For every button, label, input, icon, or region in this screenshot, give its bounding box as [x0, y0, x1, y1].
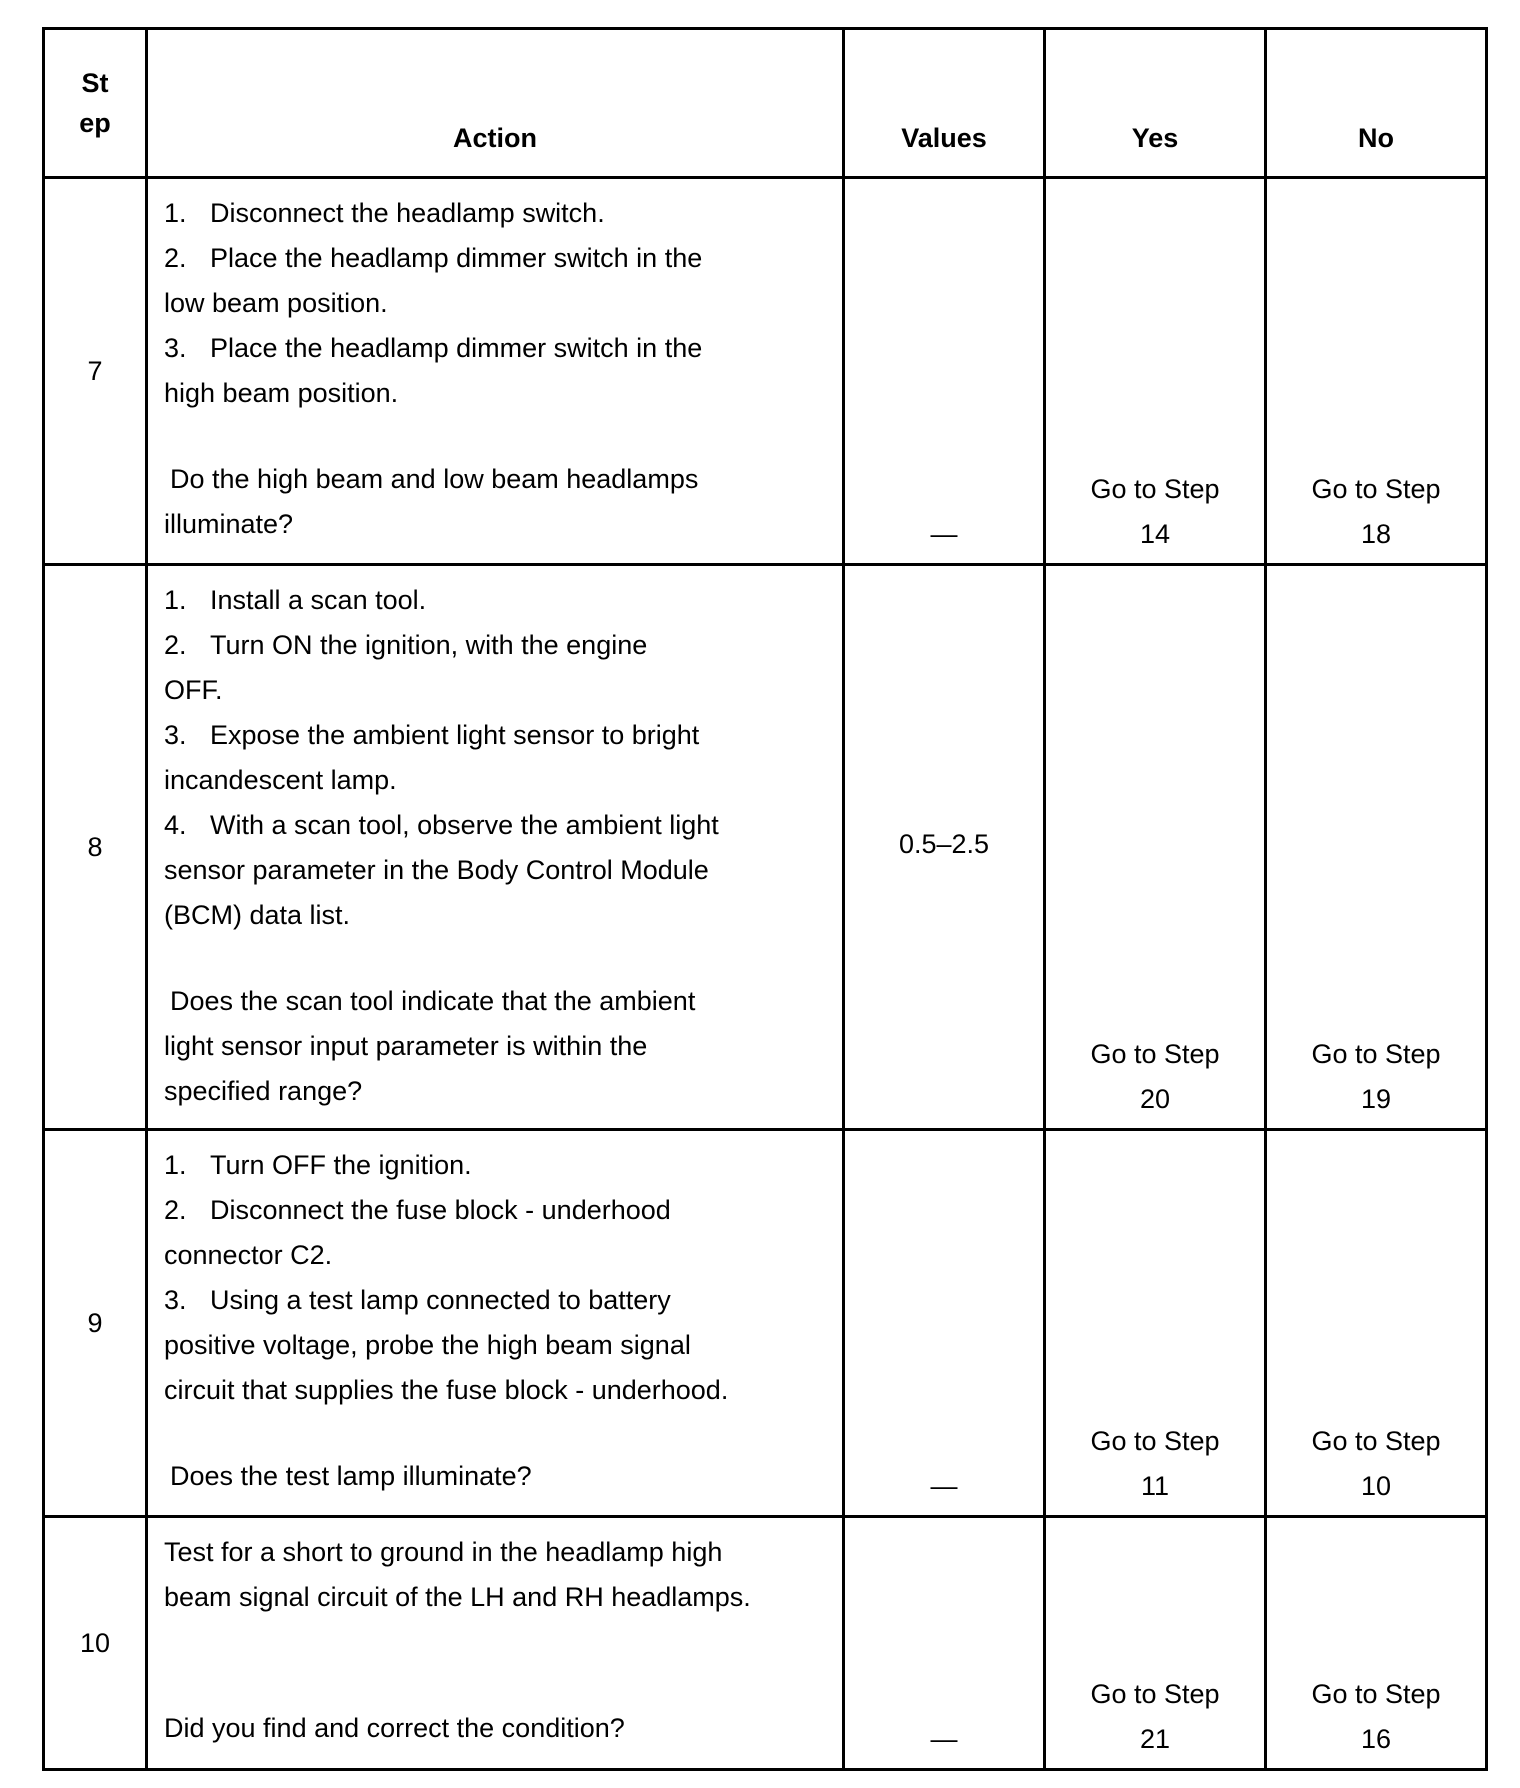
action-cell [147, 1517, 844, 1770]
line-text: low beam position. [164, 288, 388, 318]
line-text: connector C2. [164, 1240, 333, 1270]
line-text: Place the headlamp dimmer switch in the [210, 333, 703, 363]
line-text: high beam position. [164, 378, 399, 408]
step-number: 8 [44, 565, 147, 1130]
action-line [164, 1278, 828, 1323]
action-line [164, 803, 828, 848]
action-line [164, 1368, 828, 1413]
action-line [164, 713, 828, 758]
no-cell [1266, 1517, 1487, 1770]
line-number: 3. [164, 720, 187, 750]
no-cell [1266, 1130, 1487, 1517]
table-row [44, 565, 1487, 1130]
action-line [164, 668, 828, 713]
line-text: Expose the ambient light sensor to bright [210, 720, 700, 750]
header-yes: Yes [1045, 29, 1266, 178]
yes-cell [1045, 565, 1266, 1130]
line-number: 1. [164, 198, 187, 228]
action-question: Did you find and correct the condition? [164, 1713, 625, 1743]
line-number: 3. [164, 1285, 187, 1315]
line-number: 2. [164, 630, 187, 660]
yes-label: Go to Step [1090, 1679, 1220, 1709]
action-line [164, 578, 828, 623]
line-text: Disconnect the headlamp switch. [210, 198, 605, 228]
header-action: Action [147, 29, 844, 178]
action-question: Do the high beam and low beam headlamps [170, 464, 699, 494]
action-line [164, 893, 828, 938]
action-line [164, 1188, 828, 1233]
value-cell: — [844, 1517, 1045, 1770]
line-text: Using a test lamp connected to battery [210, 1285, 671, 1315]
action-line [164, 758, 828, 803]
action-question: Does the test lamp illuminate? [170, 1461, 532, 1491]
no-step: 18 [1360, 519, 1392, 549]
action-line [164, 326, 828, 371]
line-text: Place the headlamp dimmer switch in the [210, 243, 703, 273]
action-cell [147, 565, 844, 1130]
action-question: light sensor input parameter is within the [164, 1031, 648, 1061]
step-number: 7 [44, 178, 147, 565]
action-cell [147, 1130, 844, 1517]
line-text: sensor parameter in the Body Control Module [164, 855, 709, 885]
no-label: Go to Step [1311, 1039, 1441, 1069]
yes-cell [1045, 1517, 1266, 1770]
yes-step: 21 [1139, 1724, 1171, 1754]
line-number: 1. [164, 585, 187, 615]
line-text: Turn OFF the ignition. [210, 1150, 472, 1180]
line-text: OFF. [164, 675, 223, 705]
action-line [164, 848, 828, 893]
line-number: 2. [164, 243, 187, 273]
action-line [164, 1233, 828, 1278]
action-line [164, 1143, 828, 1188]
yes-step: 14 [1139, 519, 1171, 549]
header-no: No [1266, 29, 1487, 178]
action-line [164, 191, 828, 236]
action-question: Does the scan tool indicate that the ambient [170, 986, 696, 1016]
line-number: 4. [164, 810, 187, 840]
value-cell: 0.5–2.5 [844, 565, 1045, 1130]
header-values: Values [844, 29, 1045, 178]
line-text: (BCM) data list. [164, 900, 351, 930]
action-line [164, 1323, 828, 1368]
no-step: 10 [1360, 1471, 1392, 1501]
table-row [44, 178, 1487, 565]
yes-step: 11 [1140, 1471, 1170, 1501]
no-step: 16 [1360, 1724, 1392, 1754]
no-label: Go to Step [1311, 474, 1441, 504]
action-line: Test for a short to ground in the headlamp high [164, 1537, 723, 1567]
no-label: Go to Step [1311, 1426, 1441, 1456]
action-question: illuminate? [164, 509, 294, 539]
action-line [164, 371, 828, 416]
action-line: beam signal circuit of the LH and RH headlamps. [164, 1582, 751, 1612]
yes-step: 20 [1139, 1084, 1171, 1114]
line-text: Disconnect the fuse block - underhood [210, 1195, 671, 1225]
line-text: Install a scan tool. [210, 585, 427, 615]
header-step [44, 29, 147, 178]
line-number: 2. [164, 1195, 187, 1225]
line-number: 1. [164, 1150, 187, 1180]
no-step: 19 [1360, 1084, 1392, 1114]
yes-cell [1045, 178, 1266, 565]
table-row [44, 1517, 1487, 1770]
value-cell: — [844, 1130, 1045, 1517]
no-cell [1266, 178, 1487, 565]
yes-label: Go to Step [1090, 474, 1220, 504]
header-step-line2: ep [79, 108, 111, 138]
line-number: 3. [164, 333, 187, 363]
action-line [164, 281, 828, 326]
line-text: incandescent lamp. [164, 765, 397, 795]
no-label: Go to Step [1311, 1679, 1441, 1709]
action-line [164, 236, 828, 281]
yes-cell [1045, 1130, 1266, 1517]
header-step-line1: St [81, 68, 109, 98]
line-text: circuit that supplies the fuse block - underhood. [164, 1375, 729, 1405]
step-number: 9 [44, 1130, 147, 1517]
yes-label: Go to Step [1090, 1039, 1220, 1069]
action-cell [147, 178, 844, 565]
table-row [44, 1130, 1487, 1517]
no-cell [1266, 565, 1487, 1130]
line-text: Turn ON the ignition, with the engine [210, 630, 648, 660]
action-question: specified range? [164, 1076, 363, 1106]
line-text: With a scan tool, observe the ambient light [210, 810, 719, 840]
action-line [164, 623, 828, 668]
header-row [44, 29, 1487, 178]
line-text: positive voltage, probe the high beam signal [164, 1330, 691, 1360]
yes-label: Go to Step [1090, 1426, 1220, 1456]
diagnostic-table [42, 27, 1488, 1771]
value-cell: — [844, 178, 1045, 565]
step-number: 10 [44, 1517, 147, 1770]
